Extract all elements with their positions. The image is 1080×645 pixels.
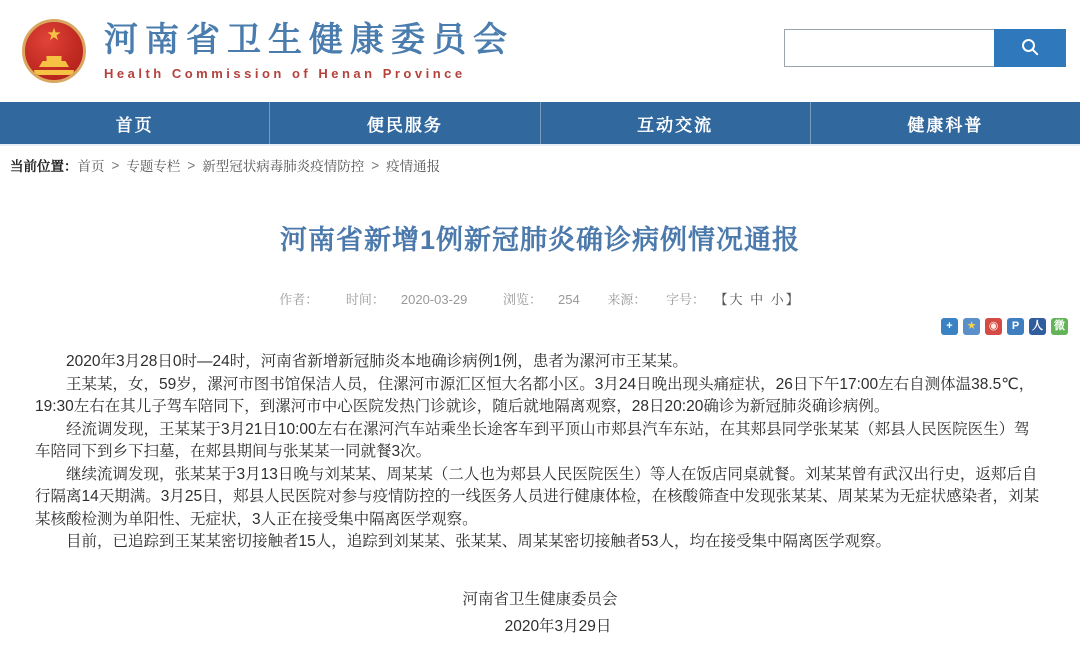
sina-weibo-icon[interactable]: ◉ bbox=[985, 318, 1002, 335]
search-icon bbox=[1020, 37, 1040, 60]
meta-source-label: 来源： bbox=[607, 292, 647, 307]
fontsize-control[interactable]: 【大 中 小】 bbox=[721, 292, 801, 307]
article-body bbox=[35, 351, 1045, 554]
signature-org: 河南省卫生健康委员会 bbox=[462, 590, 618, 608]
search-input[interactable] bbox=[784, 29, 994, 67]
signature-date: 2020年3月29日 bbox=[504, 617, 612, 635]
nav-item-health-science[interactable]: 健康科普 bbox=[907, 115, 984, 135]
paragraph: 经流调发现，王某某于3月21日10:00左右在漯河汽车站乘坐长途客车到平顶山市郏县汽车东站，在其郏县同学张某某（郏县人民医院医生）驾车陪同下到乡下扫墓，在郏县期间与张某某一同就餐3次。 bbox=[35, 420, 1030, 460]
article-signature bbox=[0, 586, 1080, 640]
nav-item-home[interactable]: 首页 bbox=[0, 102, 270, 144]
paragraph: 王某某，女，59岁，漯河市图书馆保洁人员，住漯河市源汇区恒大名都小区。3月24日晚出现头痛症状，26日下午17:00左右自测体温38.5℃，19:30左右在其儿子驾车陪同下，到漯河市中心医院发热门诊就诊，随后就地隔离观察，28日20:20确诊为新冠肺炎确诊病例。 bbox=[35, 375, 1035, 415]
site-subtitle: Health Commission of Henan Province bbox=[104, 66, 466, 82]
breadcrumb bbox=[0, 146, 1080, 184]
paragraph: 2020年3月28日0时—24时，河南省新增新冠肺炎本地确诊病例1例，患者为漯河市王某某。 bbox=[66, 353, 688, 370]
breadcrumb-covid-prevention[interactable]: 新型冠状病毒肺炎疫情防控 bbox=[202, 159, 365, 174]
search-button[interactable] bbox=[994, 29, 1066, 67]
paragraph: 目前，已追踪到王某某密切接触者15人，追踪到刘某某、张某某、周某某密切接触者53人，均在接受集中隔离医学观察。 bbox=[66, 533, 891, 550]
site-header bbox=[0, 0, 1080, 102]
site-title: 河南省卫生健康委员会 bbox=[104, 20, 514, 59]
emblem-gate-icon bbox=[39, 56, 69, 67]
nav-item-interaction[interactable]: 互动交流 bbox=[541, 102, 811, 144]
meta-author-label: 作者： bbox=[279, 292, 319, 307]
meta-views: 浏览： 254 bbox=[503, 292, 580, 307]
breadcrumb-epidemic-bulletin[interactable]: 疫情通报 bbox=[386, 159, 441, 174]
search-box bbox=[784, 29, 1066, 67]
article-meta bbox=[0, 289, 1080, 308]
meta-time: 时间： 2020-03-29 bbox=[345, 292, 468, 307]
renren-icon[interactable]: 人 bbox=[1029, 318, 1046, 335]
breadcrumb-topics[interactable]: 专题专栏 bbox=[126, 159, 181, 174]
qzone-favorite-icon[interactable]: ★ bbox=[963, 318, 980, 335]
article-title: 河南省新增1例新冠肺炎确诊病例情况通报 bbox=[279, 225, 800, 255]
article bbox=[0, 184, 1080, 640]
emblem-star-icon: ★ bbox=[46, 25, 62, 44]
share-toolbar bbox=[0, 308, 1080, 335]
wechat-icon[interactable]: 微 bbox=[1051, 318, 1068, 335]
breadcrumb-separator: > bbox=[187, 157, 196, 173]
national-emblem-logo bbox=[22, 19, 86, 83]
share-plus-icon[interactable]: + bbox=[941, 318, 958, 335]
breadcrumb-separator: > bbox=[371, 157, 380, 173]
meta-fontsize-label: 字号： bbox=[666, 292, 706, 307]
paragraph: 继续流调发现，张某某于3月13日晚与刘某某、周某某（二人也为郏县人民医院医生）等人在饭店同桌就餐。刘某某曾有武汉出行史，返郏后自行隔离14天期满。3月25日，郏县人民医院对参与疫情防控的一线医务人员进行健康体检，在核酸筛查中发现张某某、周某某为无症状感染者，刘某某核酸检测为单阳性、无症状，3人正在接受集中隔离医学观察。 bbox=[35, 465, 1040, 528]
tencent-weibo-icon[interactable]: P bbox=[1007, 318, 1024, 335]
breadcrumb-separator: > bbox=[111, 157, 120, 173]
breadcrumb-home[interactable]: 首页 bbox=[77, 159, 105, 174]
nav-item-services[interactable]: 便民服务 bbox=[270, 102, 540, 144]
emblem-band bbox=[34, 70, 74, 75]
breadcrumb-label: 当前位置： bbox=[10, 159, 78, 174]
main-nav bbox=[0, 102, 1080, 146]
